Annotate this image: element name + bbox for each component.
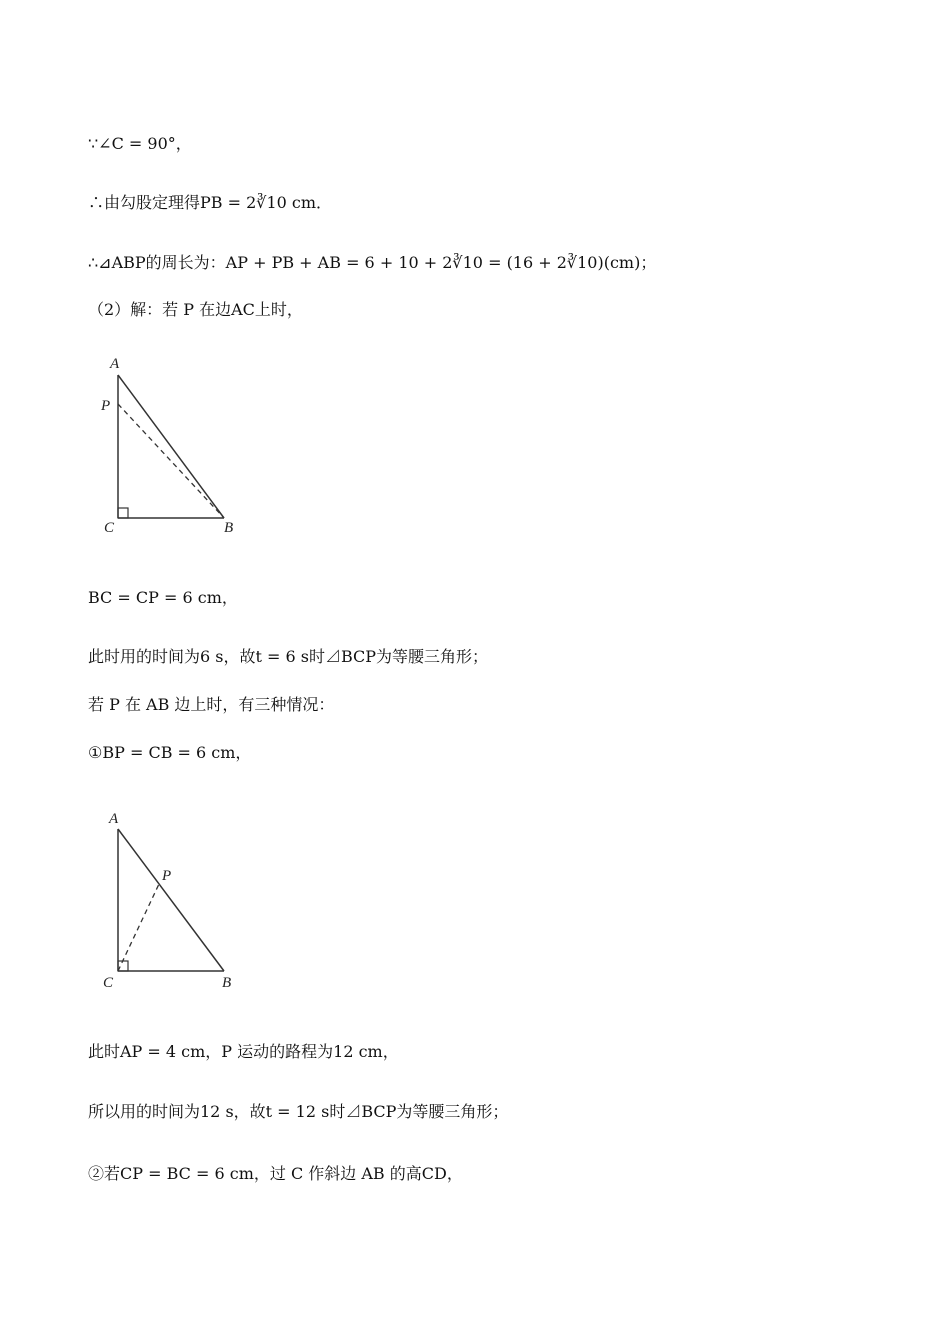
text-line-1: ∵∠C = 90°， bbox=[88, 134, 192, 153]
text-line-5: BC = CP = 6 cm， bbox=[88, 588, 238, 607]
label-p: P bbox=[101, 398, 111, 414]
text-line-4: （2）解：若 P 在边AC上时， bbox=[88, 300, 303, 319]
label-p: P bbox=[162, 868, 172, 884]
triangle-figure-1 bbox=[96, 350, 246, 540]
text-line-11: ②若CP = BC = 6 cm，过 C 作斜边 AB 的高CD， bbox=[88, 1164, 463, 1183]
label-c: C bbox=[103, 975, 114, 991]
label-b: B bbox=[224, 520, 234, 536]
text-line-9: 此时AP = 4 cm，P 运动的路程为12 cm， bbox=[88, 1042, 399, 1061]
text-line-7: 若 P 在 AB 边上时，有三种情况： bbox=[88, 695, 335, 714]
triangle-figure-2 bbox=[96, 806, 246, 996]
label-c: C bbox=[104, 520, 115, 536]
label-a: A bbox=[109, 811, 119, 827]
text-line-10: 所以用的时间为12 s，故t = 12 s时⊿BCP为等腰三角形； bbox=[88, 1102, 509, 1121]
text-line-2: ∴由勾股定理得PB = 2∛10 cm． bbox=[88, 193, 333, 212]
text-line-6: 此时用的时间为6 s，故t = 6 s时⊿BCP为等腰三角形； bbox=[88, 647, 489, 666]
text-line-8: ①BP = CB = 6 cm， bbox=[88, 743, 252, 762]
label-a: A bbox=[110, 356, 120, 372]
text-line-3: ∴⊿ABP的周长为：AP + PB + AB = 6 + 10 + 2∛10 = (16 + 2∛10)(cm)； bbox=[88, 253, 657, 272]
label-b: B bbox=[222, 975, 232, 991]
